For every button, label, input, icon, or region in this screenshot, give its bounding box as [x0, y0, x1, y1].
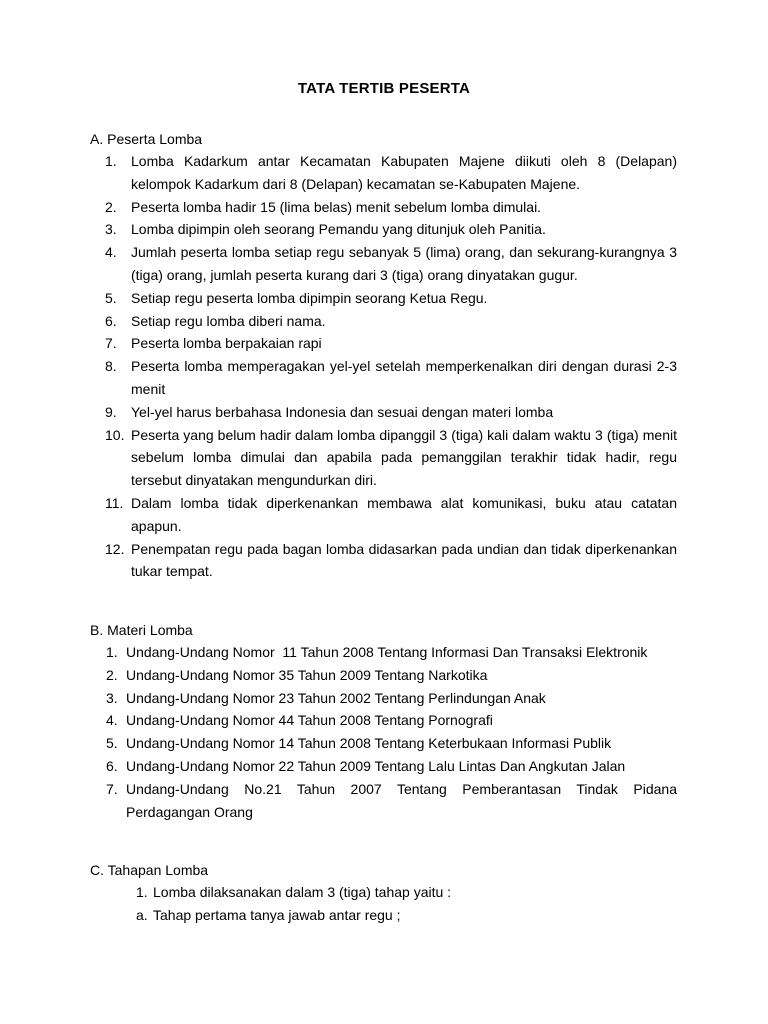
list-item: 9. Yel-yel harus berbahasa Indonesia dan sesuai dengan materi lomba	[105, 403, 554, 420]
section-heading-peserta-lomba: A. Peserta Lomba	[90, 131, 203, 147]
list-item: 1. Lomba Kadarkum antar Kecamatan Kabupaten Majene diikuti oleh 8 (Delapan) kelompok Kadarkum dari 8 (Delapan) kecamatan se-Kabupaten Majene.	[105, 153, 677, 192]
list-item: 4. Undang-Undang Nomor 44 Tahun 2008 Tentang Pornografi	[106, 712, 493, 729]
list-item: 7. Undang-Undang No.21 Tahun 2007 Tentang Pemberantasan Tindak Pidana Perdagangan Orang	[106, 780, 677, 820]
list-item: 7. Peserta lomba berpakaian rapi	[105, 335, 322, 352]
list-item: 12. Penempatan regu pada bagan lomba didasarkan pada undian dan tidak diperkenankan tukar tempat.	[105, 540, 677, 580]
list-item: 6. Setiap regu lomba diberi nama.	[105, 312, 326, 329]
list-item: 1. Lomba dilaksanakan dalam 3 (tiga) tahap yaitu :	[136, 884, 452, 900]
list-item: 2. Peserta lomba hadir 15 (lima belas) menit sebelum lomba dimulai.	[105, 198, 542, 215]
list-item: 3. Lomba dipimpin oleh seorang Pemandu yang ditunjuk oleh Panitia.	[105, 221, 546, 238]
list-item: 6. Undang-Undang Nomor 22 Tahun 2009 Tentang Lalu Lintas Dan Angkutan Jalan	[106, 757, 626, 774]
peserta-lomba-list	[105, 150, 677, 583]
list-item: 4. Jumlah peserta lomba setiap regu sebanyak 5 (lima) orang, dan sekurang-kurangnya 3 (tiga) orang, jumlah peserta kurang dari 3 (tiga) orang dinyatakan gugur.	[105, 244, 677, 283]
list-item: 11. Dalam lomba tidak diperkenankan membawa alat komunikasi, buku atau catatan apapun.	[105, 494, 677, 534]
section-heading-tahapan-lomba: C. Tahapan Lomba	[90, 862, 209, 878]
list-item: 5. Setiap regu peserta lomba dipimpin seorang Ketua Regu.	[105, 289, 488, 306]
tahapan-lomba-list	[136, 881, 677, 927]
list-item: 2. Undang-Undang Nomor 35 Tahun 2009 Tentang Narkotika	[106, 666, 488, 683]
list-item: 5. Undang-Undang Nomor 14 Tahun 2008 Tentang Keterbukaan Informasi Publik	[106, 735, 612, 752]
list-item: 10. Peserta yang belum hadir dalam lomba dipanggil 3 (tiga) kali dalam waktu 3 (tiga) menit sebelum lomba dimulai dan apabila pada pemanggilan terakhir tidak hadir, regu tersebut dinyatakan mengundurkan diri.	[105, 426, 677, 489]
list-item: 1. Undang-Undang Nomor 11 Tahun 2008 Tentang Informasi Dan Transaksi Elektronik	[106, 644, 648, 660]
document-title: TATA TERTIB PESERTA	[297, 80, 471, 97]
materi-lomba-list	[106, 641, 677, 823]
section-heading-materi-lomba: B. Materi Lomba	[90, 622, 193, 638]
list-item: 3. Undang-Undang Nomor 23 Tahun 2002 Tentang Perlindungan Anak	[106, 689, 546, 706]
list-item: a. Tahap pertama tanya jawab antar regu ;	[136, 906, 401, 923]
list-item: 8. Peserta lomba memperagakan yel-yel setelah memperkenalkan diri dengan durasi 2-3 menit	[105, 358, 677, 397]
